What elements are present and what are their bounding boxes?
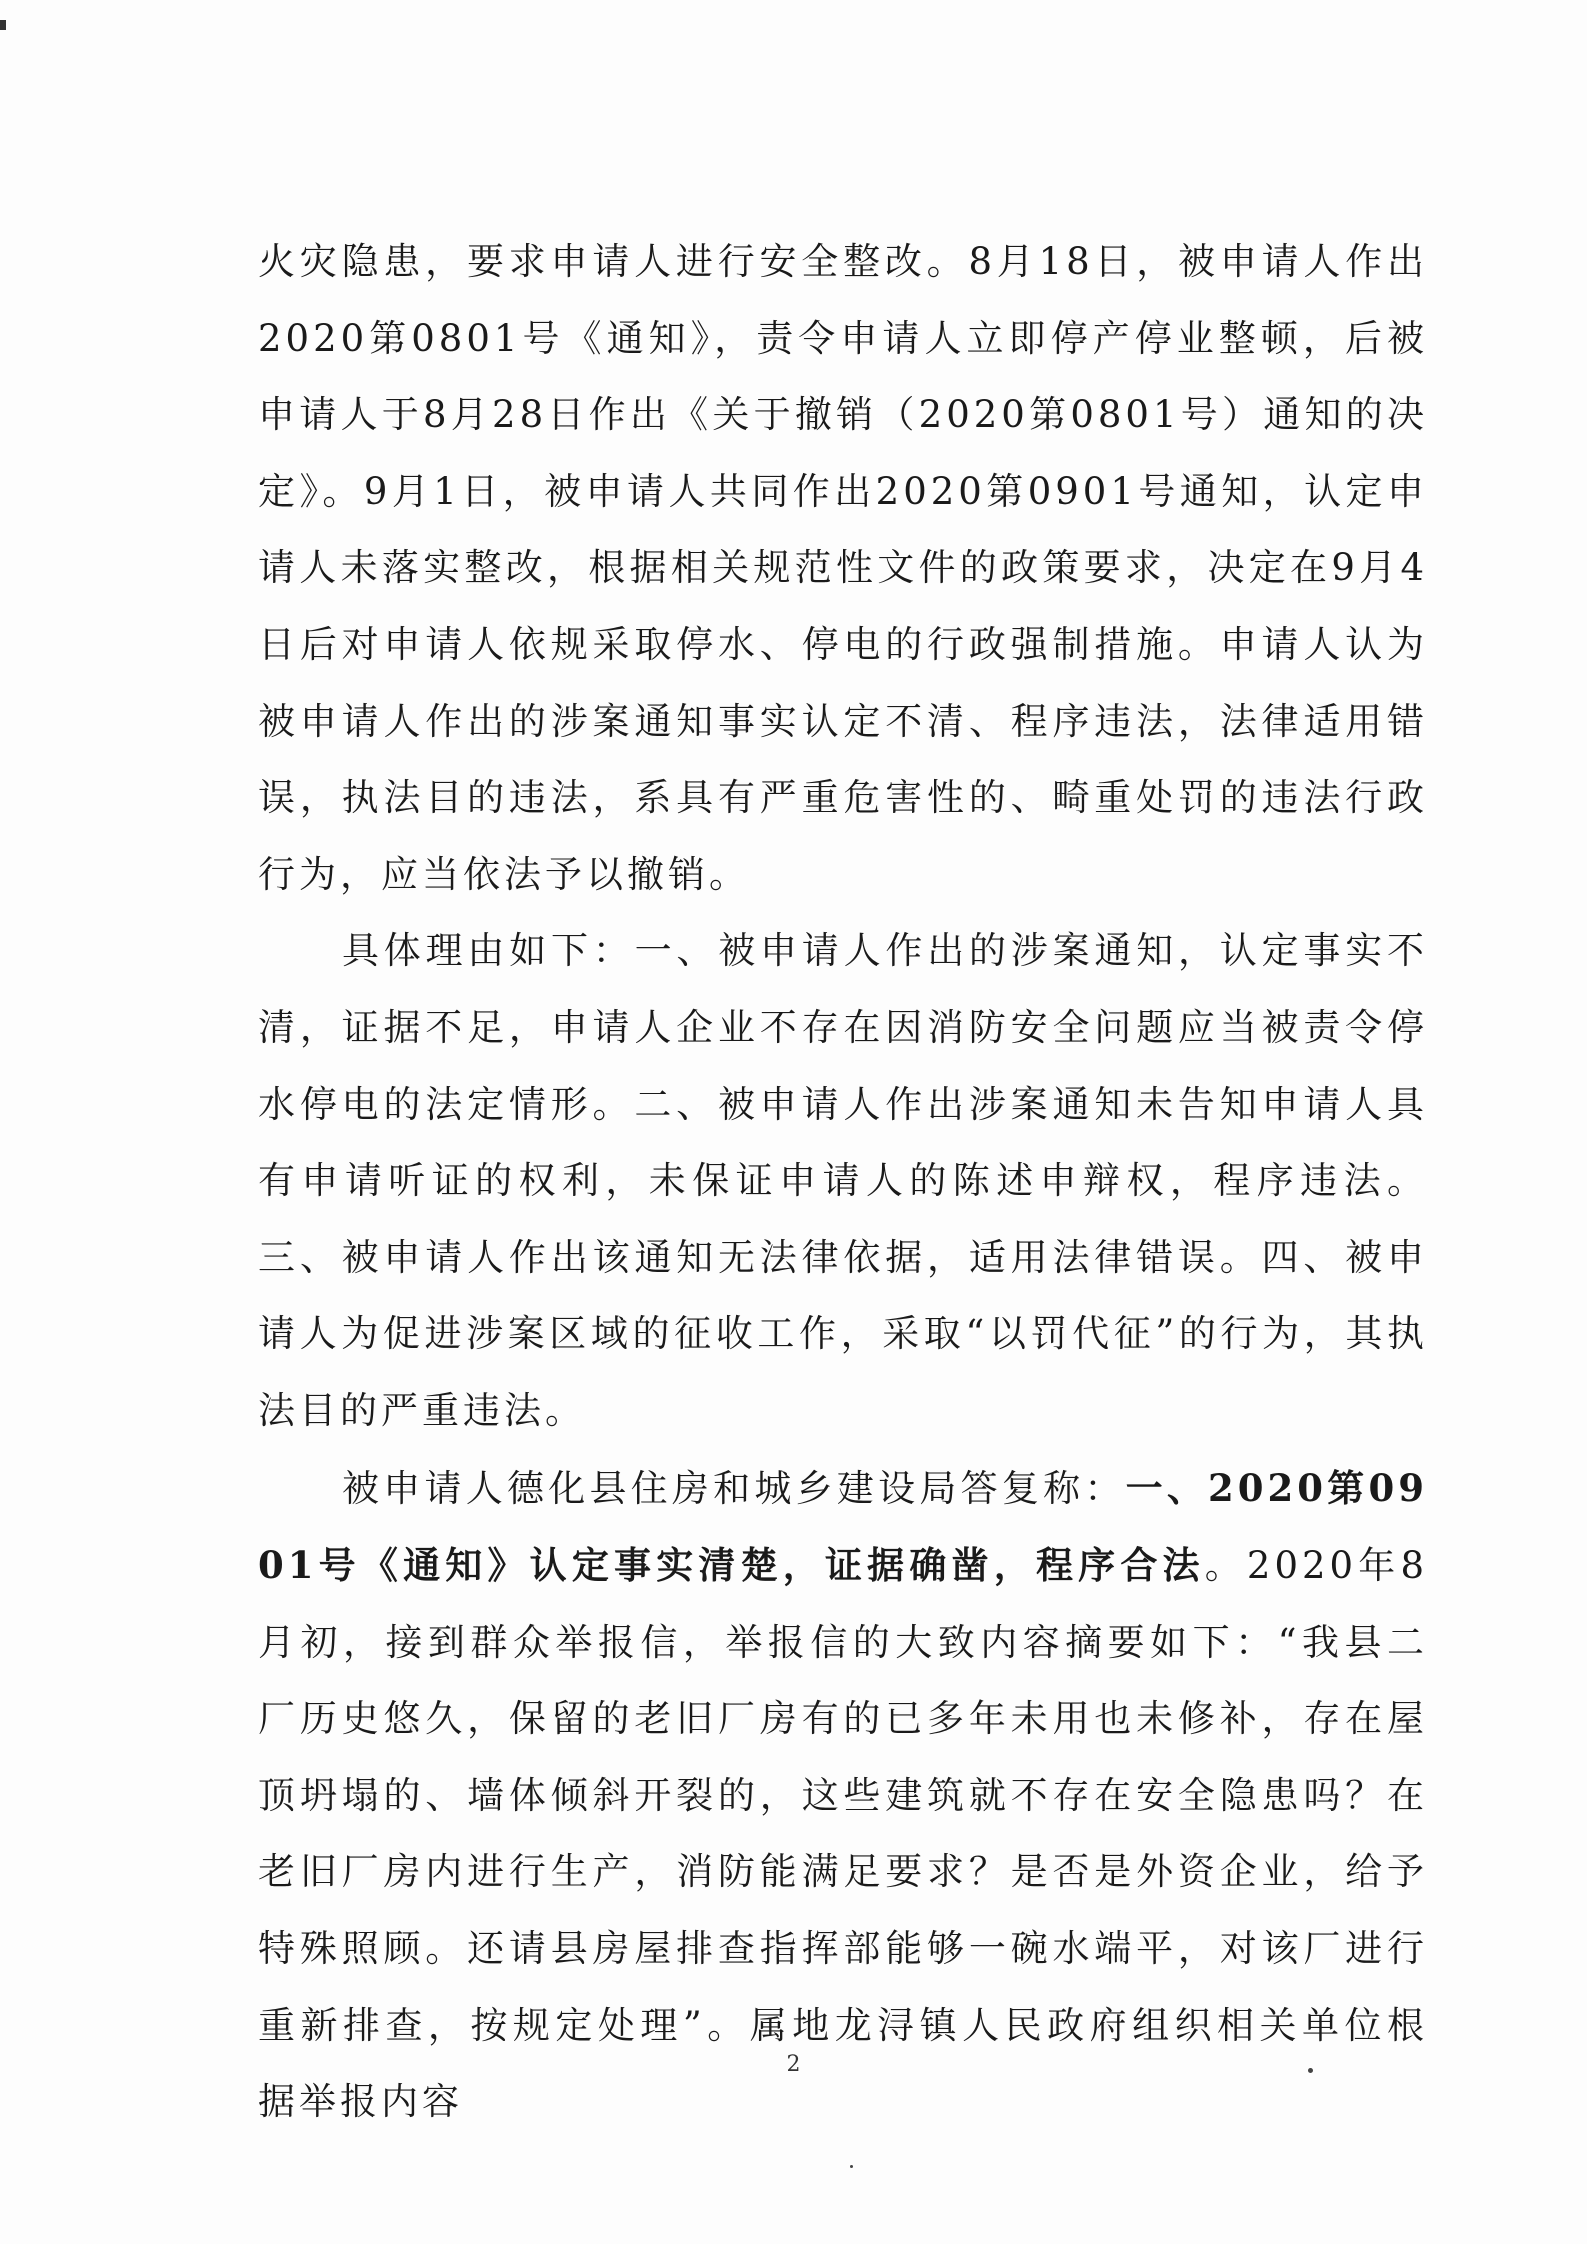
paragraph-2 bbox=[258, 913, 1428, 1449]
paragraph-3-bold-heading: 一、2020第0901号《通知》认定事实清楚，证据确凿，程序合法 bbox=[258, 1465, 1429, 1588]
paragraph-1 bbox=[258, 224, 1428, 913]
page-number: 2 bbox=[786, 2052, 801, 2077]
paragraph-1-text: 火灾隐患，要求申请人进行安全整改。8月18日，被申请人作出2020第0801号《通知》，责令申请人立即停产停业整顿，后被申请人于8月28日作出《关于撤销（2020第0801号）通知的决定》。9月1日，被申请人共同作出2020第0901号通知，认定申请人未落实整改，根据相关规范性文件的政策要求，决定在9月4日后对申请人依规采取停水、停电的行政强制措施。申请人认为被申请人作出的涉案通知事实认定不清、程序违法，法律适用错误，执法目的违法，系具有严重危害性的、畸重处罚的违法行政行为，应当依法予以撤销。 bbox=[258, 240, 1428, 896]
document-body bbox=[258, 224, 1428, 2141]
scan-speck bbox=[850, 2165, 853, 2168]
paragraph-3 bbox=[258, 1450, 1428, 2141]
paragraph-2-text: 具体理由如下：一、被申请人作出的涉案通知，认定事实不清，证据不足，申请人企业不存在因消防安全问题应当被责令停水停电的法定情形。二、被申请人作出涉案通知未告知申请人具有申请听证的权利，未保证申请人的陈述申辩权，程序违法。三、被申请人作出该通知无法律依据，适用法律错误。四、被申请人为促进涉案区域的征收工作，采取“以罚代征”的行为，其执法目的严重违法。 bbox=[258, 929, 1428, 1432]
paragraph-3-rest: 。2020年8月初，接到群众举报信，举报信的大致内容摘要如下：“我县二厂历史悠久，保留的老旧厂房有的已多年未用也未修补，存在屋顶坍塌的、墙体倾斜开裂的，这些建筑就不存在安全隐患吗？在老旧厂房内进行生产，消防能满足要求？是否是外资企业，给予特殊照顾。还请县房屋排查指挥部能够一碗水端平，对该厂进行重新排查，按规定处理”。属地龙浔镇人民政府组织相关单位根据举报内容 bbox=[258, 1544, 1428, 2124]
scan-edge-mark bbox=[0, 20, 6, 30]
paragraph-3-lead: 被申请人德化县住房和城乡建设局答复称： bbox=[342, 1466, 1126, 1510]
